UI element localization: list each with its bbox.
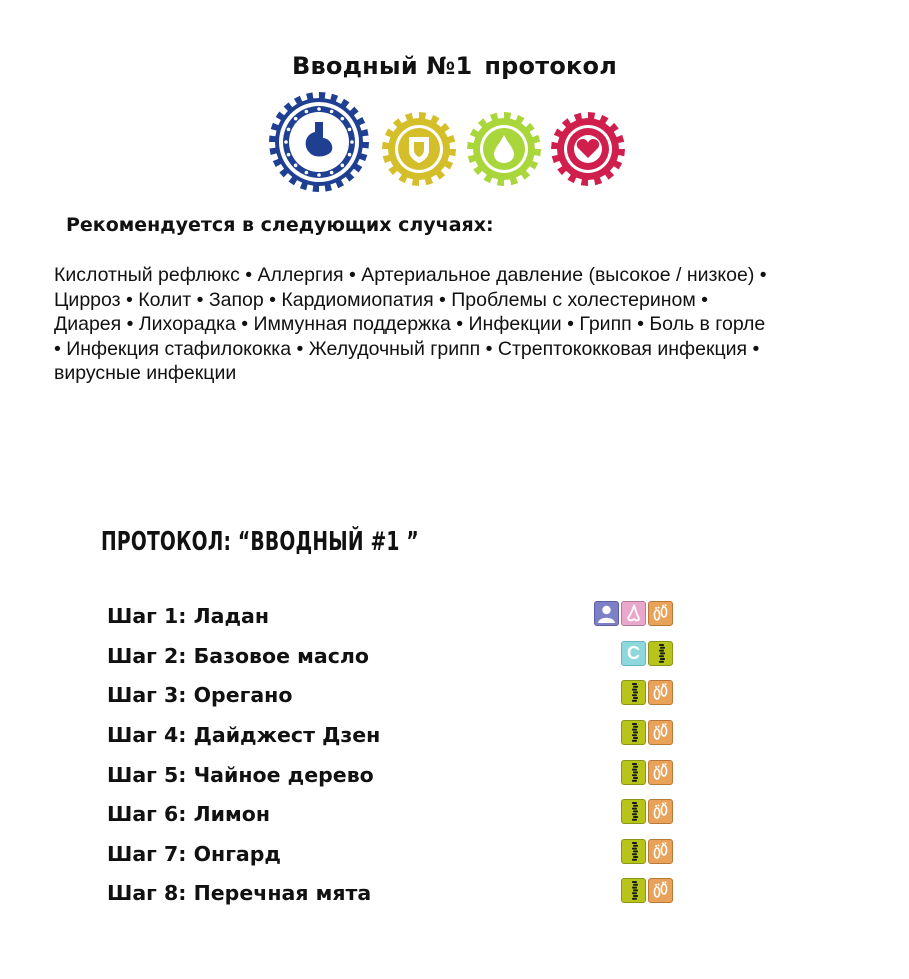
feet-icon [648,680,673,705]
nose-icon [621,601,646,626]
spine-icon [648,641,673,666]
feet-icon [648,839,673,864]
spine-icon [621,760,646,785]
application-icons [594,601,673,626]
step-row [107,799,687,829]
application-icons [621,680,673,705]
conditions-line: • Инфекция стафилококка • Желудочный грипп • Стрептококковая инфекция • [54,337,760,360]
feet-icon [648,601,673,626]
digestive-gear-icon [269,92,369,192]
step-label: Шаг 4: Дайджест Дзен [107,723,381,747]
conditions-line: вирусные инфекции [54,362,237,384]
step-label: Шаг 7: Онгард [107,842,281,866]
spine-icon [621,799,646,824]
title-part2: протокол [484,52,617,80]
step-label: Шаг 3: Орегано [107,683,293,707]
recommendations-heading: Рекомендуется в следующих случаях: [66,214,494,236]
step-label: Шаг 6: Лимон [107,802,270,826]
step-label: Шаг 1: Ладан [107,604,270,628]
conditions-line: Диарея • Лихорадка • Иммунная поддержка • Инфекции • Грипп • Боль в горле [54,313,766,335]
immune-gear-icon [382,112,456,186]
step-row [107,878,687,908]
cardio-gear-icon [551,112,625,186]
person-icon [594,601,619,626]
step-row [107,680,687,710]
application-icons [621,760,673,785]
step-label: Шаг 5: Чайное дерево [107,763,374,787]
spine-icon [621,680,646,705]
conditions-line: Цирроз • Колит • Запор • Кардиомиопатия • Проблемы с холестерином • [54,288,709,311]
application-icons [621,641,673,666]
step-label: Шаг 2: Базовое масло [107,644,369,668]
application-icons [621,799,673,824]
step-row [107,601,687,631]
application-icons [621,878,673,903]
protocol-title: ПРОТОКОЛ: “ВВОДНЫЙ #1 ” [101,527,419,557]
conditions-line: Кислотный рефлюкс • Аллергия • Артериальное давление (высокое / низкое) • [54,264,767,286]
step-row [107,839,687,869]
step-label: Шаг 8: Перечная мята [107,881,372,905]
feet-icon [648,878,673,903]
step-row [107,641,687,671]
feet-icon [648,720,673,745]
feet-icon [648,760,673,785]
application-icons [621,720,673,745]
detox-gear-icon [467,112,541,186]
spine-icon [621,720,646,745]
title-part1: Вводный №1 [292,52,473,80]
spine-icon [621,839,646,864]
gears-row [268,92,628,192]
feet-icon [648,799,673,824]
step-row [107,720,687,750]
spine-icon [621,878,646,903]
step-row [107,760,687,790]
conditions-list [54,263,866,386]
page-title [0,52,909,80]
c-icon: C [621,641,646,666]
application-icons [621,839,673,864]
